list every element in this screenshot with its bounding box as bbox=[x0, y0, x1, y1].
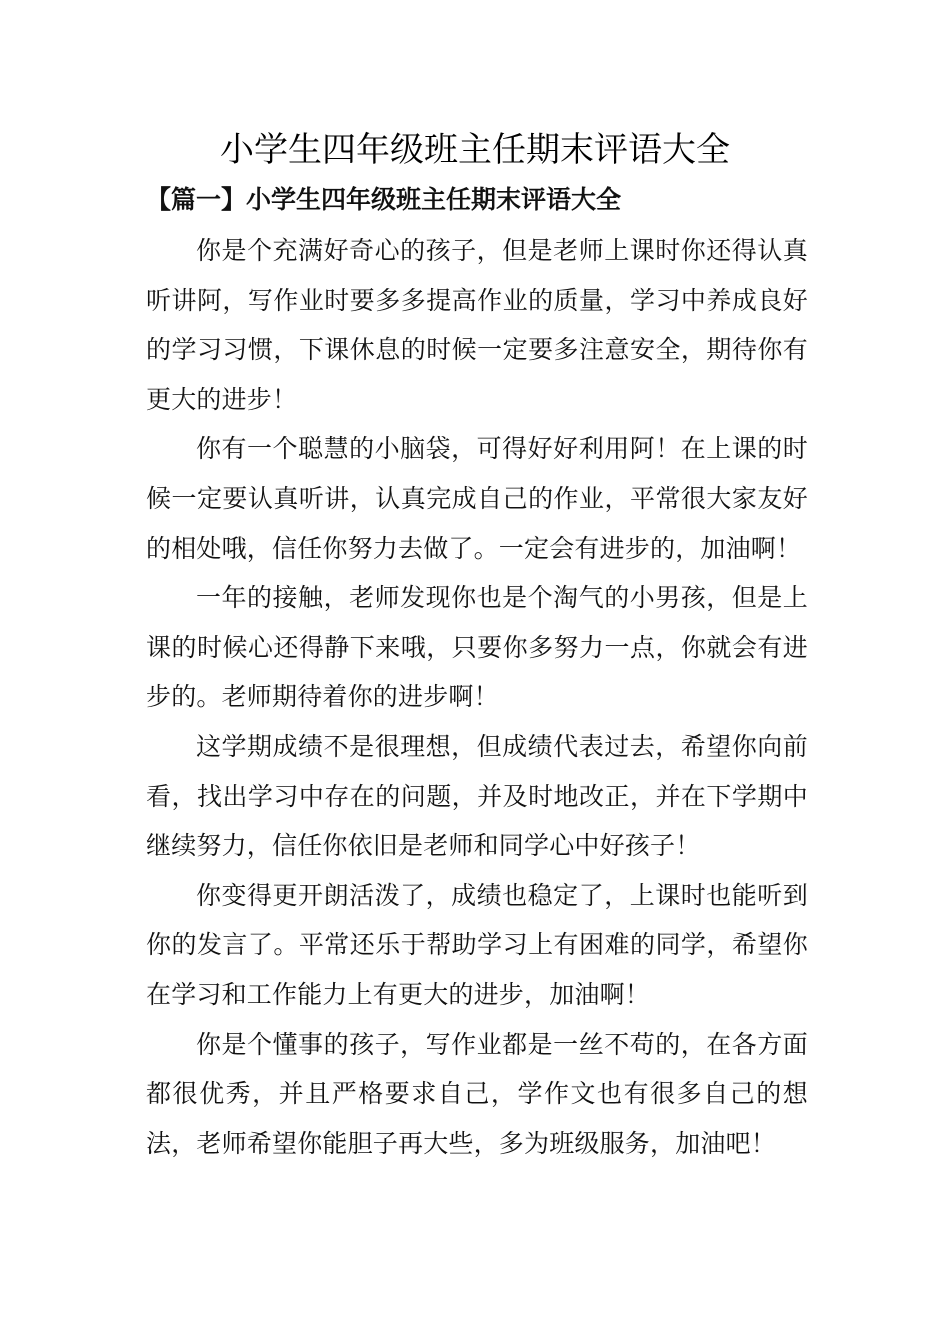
paragraph: 你有一个聪慧的小脑袋，可得好好利用阿！在上课的时候一定要认真听讲，认真完成自己的作业，平常很大家友好的相处哦，信任你努力去做了。一定会有进步的，加油啊！ bbox=[146, 434, 808, 563]
document-title: 小学生四年级班主任期末评语大全 bbox=[220, 130, 730, 170]
paragraph: 你是个懂事的孩子，写作业都是一丝不苟的，在各方面都很优秀，并且严格要求自己，学作文也有很多自己的想法，老师希望你能胆子再大些，多为班级服务，加油吧！ bbox=[146, 1029, 808, 1158]
paragraph: 你变得更开朗活泼了，成绩也稳定了，上课时也能听到你的发言了。平常还乐于帮助学习上有困难的同学，希望你在学习和工作能力上有更大的进步，加油啊！ bbox=[146, 880, 808, 1009]
section-heading: 【篇一】小学生四年级班主任期末评语大全 bbox=[146, 185, 622, 214]
paragraph: 这学期成绩不是很理想，但成绩代表过去，希望你向前看，找出学习中存在的问题，并及时地改正，并在下学期中继续努力，信任你依旧是老师和同学心中好孩子！ bbox=[146, 731, 808, 861]
document-body bbox=[146, 226, 808, 1168]
paragraph: 一年的接触，老师发现你也是个淘气的小男孩，但是上课的时候心还得静下来哦，只要你多努力一点，你就会有进步的。老师期待着你的进步啊！ bbox=[146, 583, 808, 712]
paragraph: 你是个充满好奇心的孩子，但是老师上课时你还得认真听讲阿，写作业时要多多提高作业的质量，学习中养成良好的学习习惯，下课休息的时候一定要多注意安全，期待你有更大的进步！ bbox=[146, 236, 808, 414]
